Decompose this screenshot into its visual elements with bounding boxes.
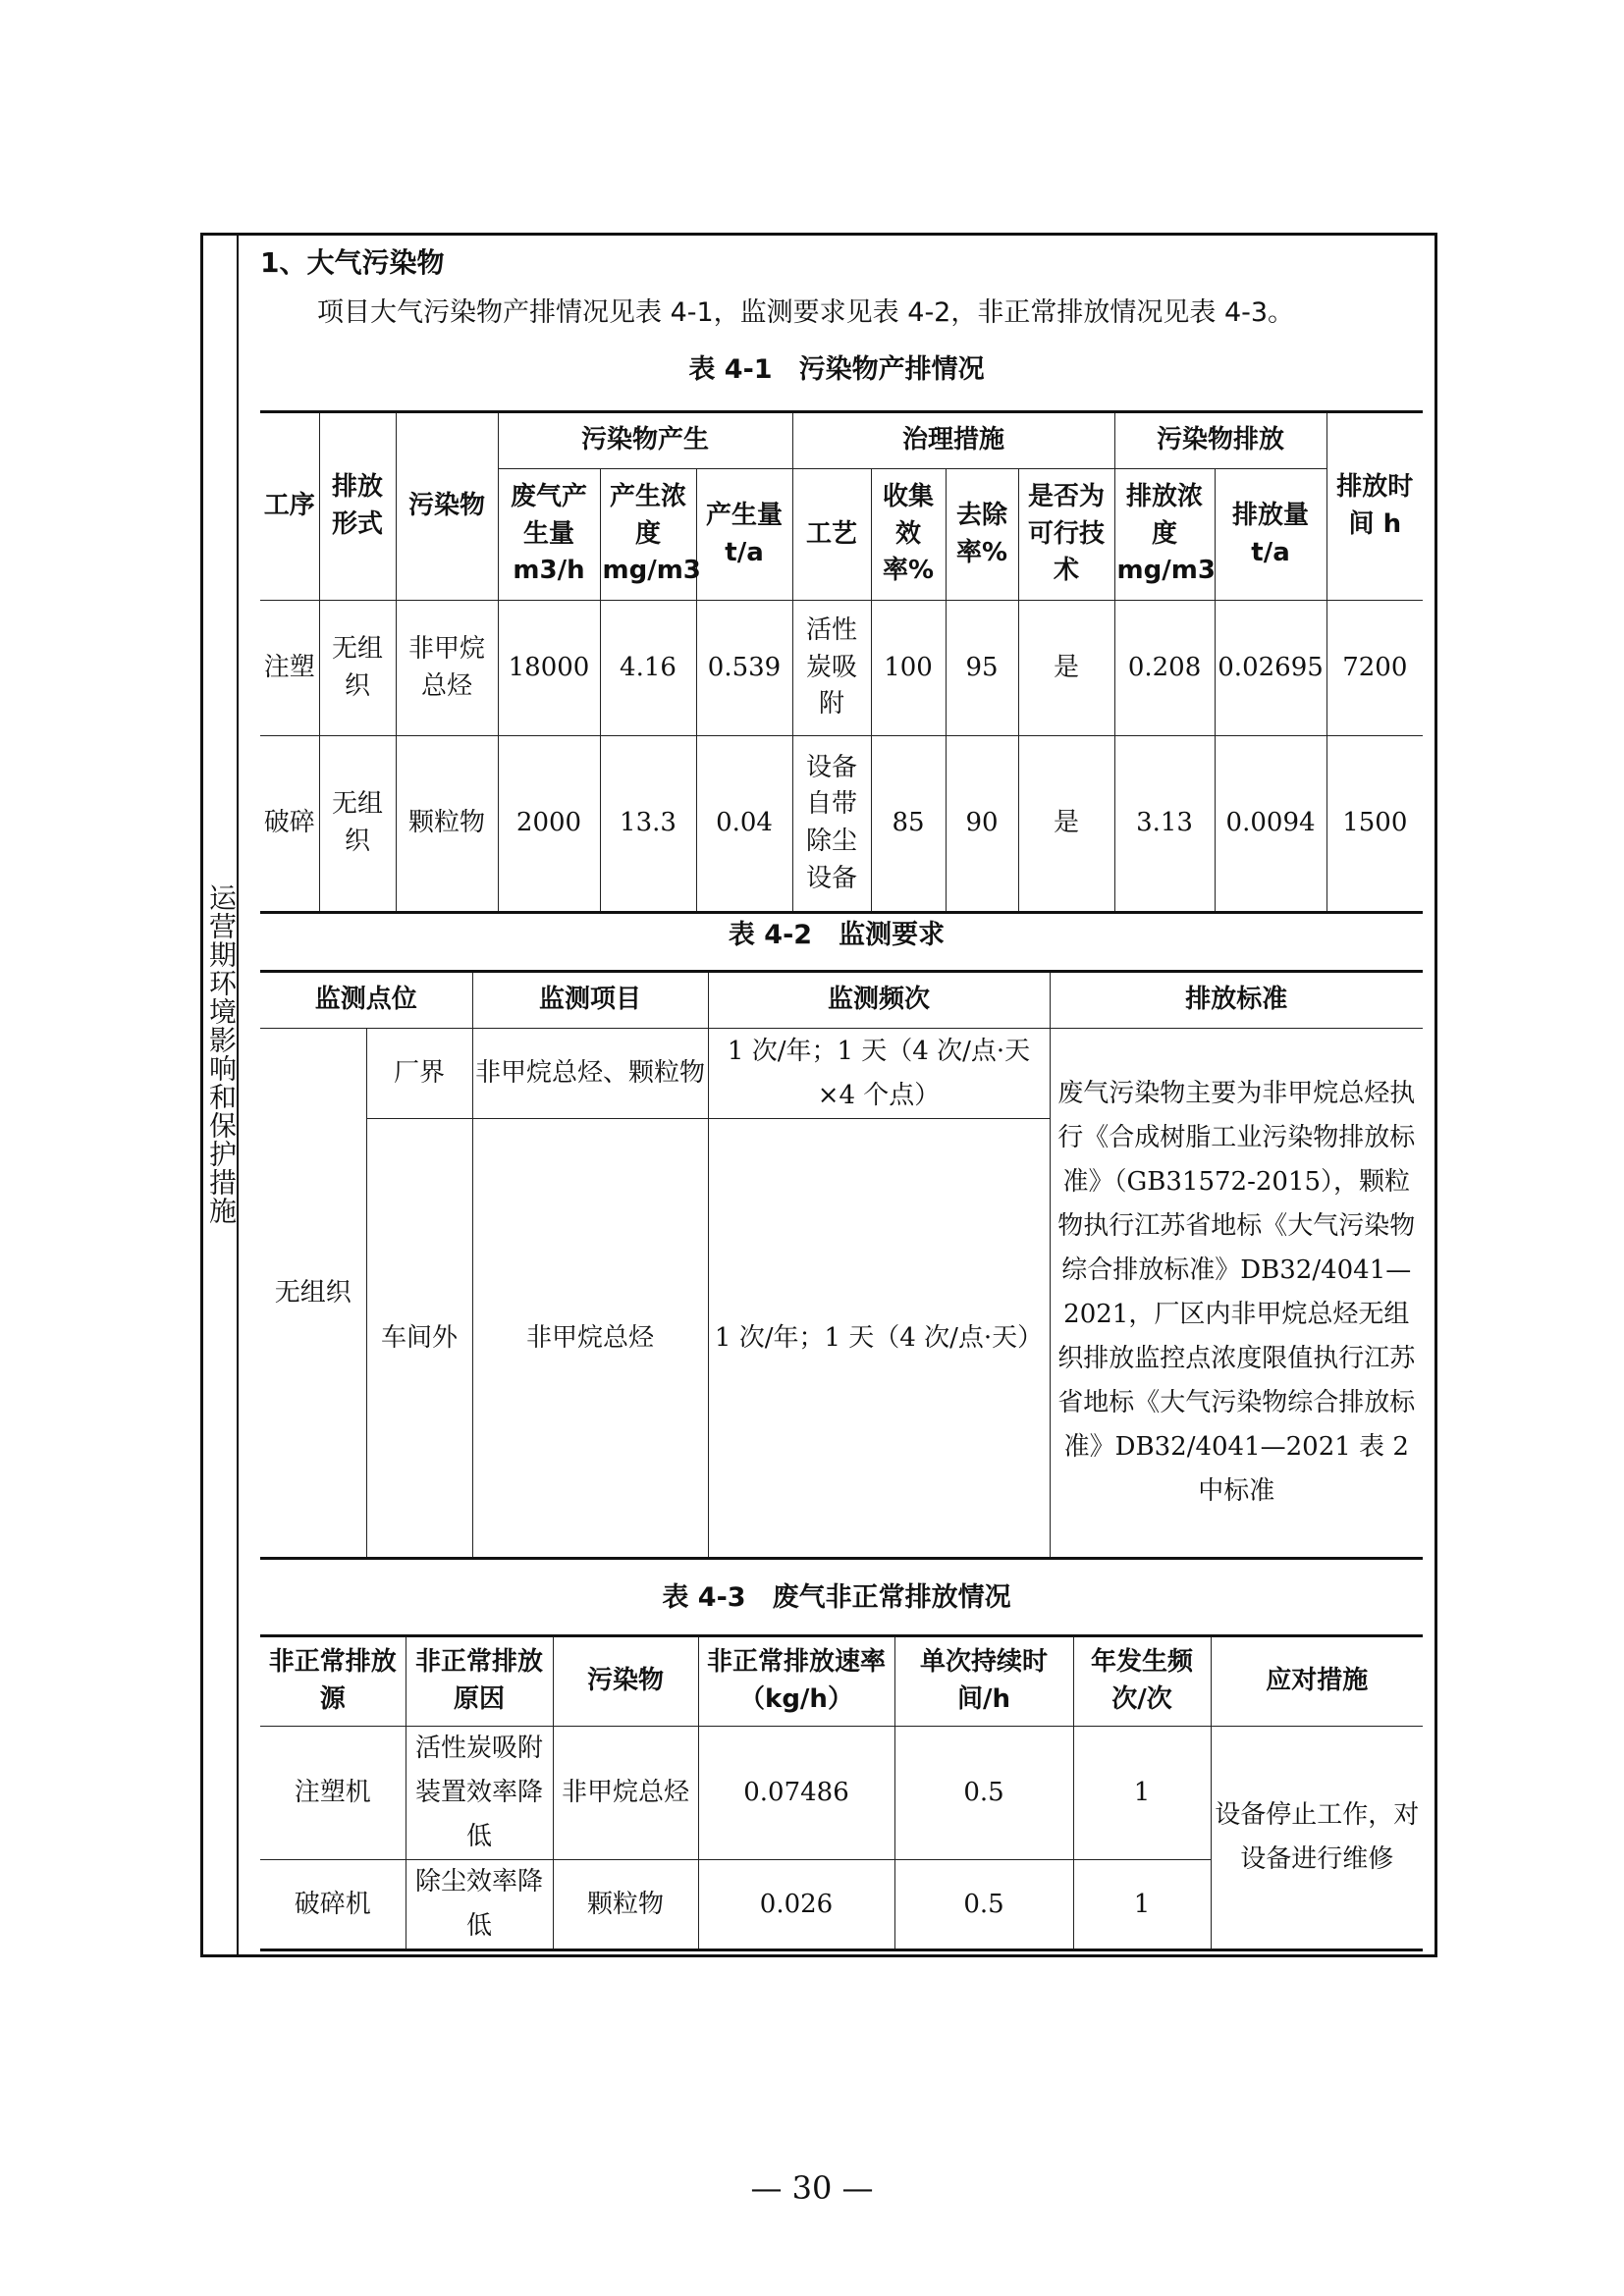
cell-gen-conc: 13.3: [600, 736, 696, 913]
cell-craft: 设备自带除尘设备: [792, 736, 871, 913]
cell-removal: 95: [946, 601, 1018, 736]
table-row: [260, 601, 1423, 736]
cell-gas-volume: 2000: [498, 736, 600, 913]
cell-item: 非甲烷总烃: [472, 1119, 708, 1559]
header-form: 排放形式: [319, 412, 396, 601]
cell-process: 破碎: [260, 736, 319, 913]
cell-pollutant: 非甲烷总烃: [396, 601, 498, 736]
cell-em-amount: 0.02695: [1215, 601, 1326, 736]
cell-feasible: 是: [1018, 736, 1114, 913]
content: [239, 236, 1435, 1954]
cell-source: 注塑机: [260, 1727, 406, 1860]
cell-item: 非甲烷总烃、颗粒物: [472, 1029, 708, 1119]
header-generation: 污染物产生: [498, 412, 792, 469]
table1-caption: 表 4-1 污染物产排情况: [688, 354, 985, 385]
table-emissions: [260, 410, 1423, 914]
cell-craft: 活性炭吸附: [792, 601, 871, 736]
cell-process: 注塑: [260, 601, 319, 736]
header-gen-amount: 产生量 t/a: [696, 469, 792, 601]
cell-gen-amount: 0.539: [696, 601, 792, 736]
cell-freq: 1: [1073, 1727, 1211, 1860]
cell-gen-amount: 0.04: [696, 736, 792, 913]
cell-point-group: 无组织: [260, 1029, 366, 1559]
header-removal: 去除率%: [946, 469, 1018, 601]
header-craft: 工艺: [792, 469, 871, 601]
table-row: [260, 1029, 1423, 1119]
header-measure: 应对措施: [1211, 1636, 1423, 1727]
header-standard: 排放标准: [1050, 972, 1423, 1029]
cell-duration: 0.5: [894, 1727, 1073, 1860]
cell-location: 车间外: [366, 1119, 472, 1559]
cell-gas-volume: 18000: [498, 601, 600, 736]
cell-em-conc: 3.13: [1114, 736, 1215, 913]
cell-reason: 活性炭吸附装置效率降低: [406, 1727, 553, 1860]
cell-pollutant: 颗粒物: [396, 736, 498, 913]
header-duration: 单次持续时间/h: [894, 1636, 1073, 1727]
header-treatment: 治理措施: [792, 412, 1114, 469]
header-em-amount: 排放量 t/a: [1215, 469, 1326, 601]
cell-collect: 100: [871, 601, 946, 736]
section-intro: 项目大气污染物产排情况见表 4-1，监测要求见表 4-2，非正常排放情况见表 4-3。: [317, 297, 1295, 328]
cell-reason: 除尘效率降低: [406, 1860, 553, 1950]
header-process: 工序: [260, 412, 319, 601]
table-row: [260, 1727, 1423, 1860]
table3-caption: 表 4-3 废气非正常排放情况: [662, 1582, 1011, 1613]
cell-removal: 90: [946, 736, 1018, 913]
header-em-conc: 排放浓度 mg/m3: [1114, 469, 1215, 601]
cell-rate: 0.07486: [698, 1727, 894, 1860]
cell-feasible: 是: [1018, 601, 1114, 736]
cell-gen-conc: 4.16: [600, 601, 696, 736]
header-feasible: 是否为可行技术: [1018, 469, 1114, 601]
sidebar: [203, 236, 239, 1954]
header-gas-volume: 废气产生量 m3/h: [498, 469, 600, 601]
cell-duration: 0.5: [894, 1860, 1073, 1950]
cell-em-conc: 0.208: [1114, 601, 1215, 736]
header-pollutant: 污染物: [396, 412, 498, 601]
page-number: — 30 —: [750, 2169, 874, 2207]
report-frame: [200, 233, 1437, 1957]
header-collect: 收集效率%: [871, 469, 946, 601]
header-item: 监测项目: [472, 972, 708, 1029]
cell-hours: 1500: [1326, 736, 1423, 913]
cell-freq: 1: [1073, 1860, 1211, 1950]
cell-hours: 7200: [1326, 601, 1423, 736]
cell-location: 厂界: [366, 1029, 472, 1119]
cell-freq: 1 次/年；1 天（4 次/点·天）: [708, 1119, 1050, 1559]
table-abnormal: [260, 1634, 1423, 1951]
header-freq: 年发生频次/次: [1073, 1636, 1211, 1727]
cell-pollutant: 非甲烷总烃: [553, 1727, 698, 1860]
table2-caption: 表 4-2 监测要求: [728, 920, 946, 950]
cell-source: 破碎机: [260, 1860, 406, 1950]
cell-freq: 1 次/年；1 天（4 次/点·天×4 个点）: [708, 1029, 1050, 1119]
cell-standard: 废气污染物主要为非甲烷总烃执行《合成树脂工业污染物排放标准》（GB31572-2015），颗粒物执行江苏省地标《大气污染物综合排放标准》DB32/4041—2021，厂区内非甲烷总烃无组织排放监控点浓度限值执行江苏省地标《大气污染物综合排放标准》DB32/4041—2021 表 2 中标准: [1050, 1029, 1423, 1559]
table-monitoring: [260, 970, 1423, 1560]
header-freq: 监测频次: [708, 972, 1050, 1029]
cell-rate: 0.026: [698, 1860, 894, 1950]
header-gen-conc: 产生浓度 mg/m3: [600, 469, 696, 601]
cell-em-amount: 0.0094: [1215, 736, 1326, 913]
header-hours: 排放时间 h: [1326, 412, 1423, 601]
header-pollutant: 污染物: [553, 1636, 698, 1727]
header-reason: 非正常排放原因: [406, 1636, 553, 1727]
cell-form: 无组织: [319, 601, 396, 736]
header-point: 监测点位: [260, 972, 472, 1029]
header-rate: 非正常排放速率（kg/h）: [698, 1636, 894, 1727]
cell-measure: 设备停止工作，对设备进行维修: [1211, 1727, 1423, 1950]
header-source: 非正常排放源: [260, 1636, 406, 1727]
cell-pollutant: 颗粒物: [553, 1860, 698, 1950]
header-emission: 污染物排放: [1114, 412, 1326, 469]
cell-form: 无组织: [319, 736, 396, 913]
cell-collect: 85: [871, 736, 946, 913]
sidebar-label: 运营期环境影响和保护措施: [205, 883, 238, 1225]
section-heading: 1、大气污染物: [260, 246, 445, 279]
table-row: [260, 736, 1423, 913]
